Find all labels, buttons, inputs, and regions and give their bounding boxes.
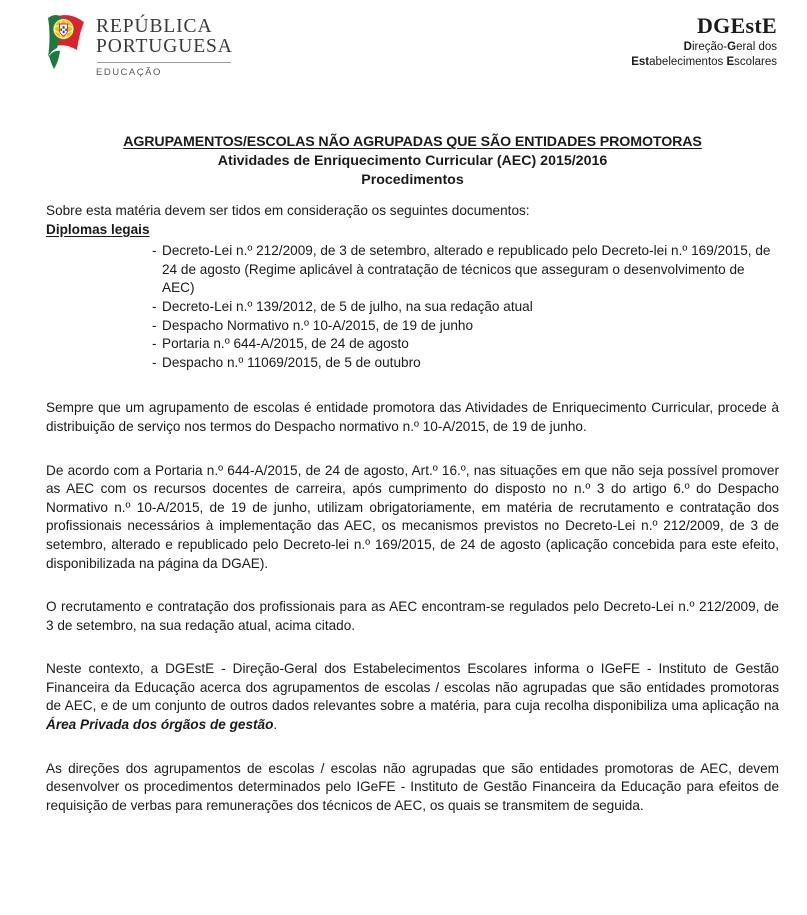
- body-paragraph-4: [46, 660, 779, 734]
- list-item: - Despacho Normativo n.º 10-A/2015, de 19 de junho: [152, 317, 779, 336]
- legal-section-heading: [46, 221, 779, 240]
- document-title-block: [46, 133, 779, 190]
- portugal-republic-emblem-icon: [44, 12, 88, 74]
- page-title: [46, 133, 779, 152]
- dgeste-fullname-line-1: [631, 40, 777, 55]
- spacer: [46, 635, 779, 660]
- list-item: - Portaria n.º 644-A/2015, de 24 de agosto: [152, 335, 779, 354]
- list-item: - Decreto-Lei n.º 139/2012, de 5 de julho, na sua redação atual: [152, 298, 779, 317]
- spacer: [46, 735, 779, 760]
- dgeste-bold-est: Est: [631, 56, 650, 68]
- list-item: - Decreto-Lei n.º 212/2009, de 3 de setembro, alterado e republicado pelo Decreto-lei n.º 169/2015, de 24 de agosto (Regime aplicável à contratação de técnicos que asseguram o desenvolvimento de AEC): [152, 242, 779, 298]
- legal-documents-list: [46, 242, 779, 372]
- brand-wordmark: [96, 12, 233, 78]
- body-paragraph-3: O recrutamento e contratação dos profissionais para as AEC encontram-se regulados pelo Decreto-Lei n.º 212/2009, de 3 de setembro, na sua redação atual, acima citado.: [46, 599, 779, 633]
- dgeste-text-eral-dos: eral dos: [736, 41, 777, 53]
- paragraph-4-text-start: Neste contexto, a DGEstE - Direção-Geral dos Estabelecimentos Escolares informa o IGeFE - Instituto de Gestão Financeira da Educação acerca dos agrupamentos de escolas / escolas não agrupadas que são entidades promotoras de AEC, e de um conjunto de outros dados relevantes sobre a matéria, para cuja recolha disponibiliza uma aplicação na: [46, 661, 779, 714]
- body-paragraph-1: Sempre que um agrupamento de escolas é entidade promotora das Atividades de Enriquecimento Curricular, procede à distribuição de serviço nos termos do Despacho normativo n.º 10-A/2015, de 19 de junho.: [46, 400, 779, 434]
- area-privada-emphasis: Área Privada dos órgãos de gestão: [46, 717, 274, 733]
- body-paragraph-5: As direções dos agrupamentos de escolas / escolas não agrupadas que são entidades promotoras de AEC, devem desenvolver os procedimentos determinados pelo IGeFE - Instituto de Gestão Financeira da Educação para efeitos de requisição de verbas para remunerações dos técnicos de AEC, os quais se transmitem de seguida.: [46, 760, 779, 813]
- legal-section-heading-text: Diplomas legais: [46, 221, 150, 237]
- brand-subtitle: EDUCAÇÃO: [96, 67, 162, 78]
- lead-paragraph: Sobre esta matéria devem ser tidos em consideração os seguintes documentos:: [46, 203, 530, 218]
- paragraph-4-text-end: .: [273, 717, 278, 733]
- spacer: [46, 372, 779, 399]
- document-header: [0, 0, 807, 104]
- dgeste-brand: [631, 14, 777, 70]
- brand-line-2: PORTUGUESA: [96, 36, 233, 57]
- page-subtitle: Atividades de Enriquecimento Curricular (AEC) 2015/2016: [217, 153, 608, 169]
- republica-portuguesa-brand: [44, 12, 233, 78]
- page-subtitle-secondary: Procedimentos: [361, 172, 464, 188]
- dgeste-bold-g: G: [727, 41, 737, 53]
- page-title-text: AGRUPAMENTOS/ESCOLAS NÃO AGRUPADAS QUE SÃO ENTIDADES PROMOTORAS: [123, 134, 702, 150]
- dgeste-text-irecao: ireção-: [691, 41, 728, 53]
- dgeste-bold-d: D: [683, 41, 692, 53]
- brand-divider: [97, 62, 231, 63]
- spacer: [46, 437, 779, 462]
- dgeste-fullname: [631, 40, 777, 70]
- dgeste-bold-e: E: [726, 56, 735, 68]
- dgeste-text-abelecimentos: abelecimentos: [649, 56, 727, 68]
- brand-line-1: REPÚBLICA: [96, 16, 213, 37]
- body-paragraph-2: De acordo com a Portaria n.º 644-A/2015, de 24 de agosto, Art.º 16.º, nas situações em que não seja possível promover as AEC com os recursos docentes de carreira, após cumprimento do disposto no n.º 3 do artigo 6.º do Despacho Normativo n.º 10-A/2015, de 19 de junho, utilizam obrigatoriamente, em matéria de recrutamento e contratação dos profissionais necessários à implementação das AEC, os mecanismos previstos no Decreto-Lei n.º 212/2009, de 3 de setembro, alterado e republicado pelo Decreto-lei n.º 169/2015, de 24 de agosto (aplicação concebida para este efeito, disponibilizada na página da DGAE).: [46, 462, 779, 571]
- list-item: - Despacho n.º 11069/2015, de 5 de outubro: [152, 354, 779, 373]
- document-body: [46, 202, 779, 815]
- spacer: [46, 573, 779, 598]
- dgeste-fullname-line-2: [631, 55, 777, 70]
- dgeste-acronym: DGEstE: [696, 13, 777, 38]
- dgeste-text-scolares: scolares: [734, 56, 777, 68]
